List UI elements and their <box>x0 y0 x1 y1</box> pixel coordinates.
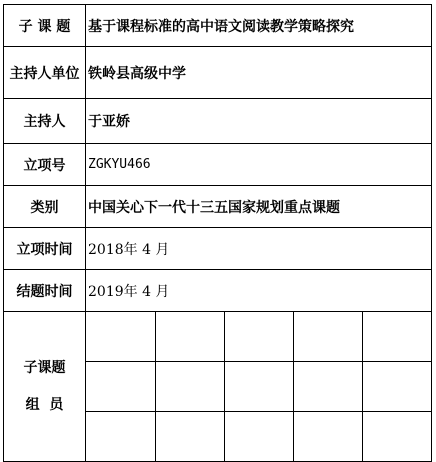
member-slot <box>155 362 224 412</box>
value-host: 于亚娇 <box>86 99 432 144</box>
value-approval-date: 2018年 4 月 <box>86 228 432 270</box>
label-members-line1: 子课题 <box>23 360 66 377</box>
label-members <box>4 312 86 462</box>
members-grid-row <box>86 362 431 412</box>
member-slot <box>224 412 293 462</box>
members-grid <box>86 312 431 461</box>
label-host-unit: 主持人单位 <box>4 47 86 99</box>
value-completion-date: 2019年 4 月 <box>86 270 432 312</box>
members-grid-row <box>86 312 431 362</box>
member-slot <box>362 412 431 462</box>
member-slot <box>224 312 293 362</box>
row-members <box>4 312 432 462</box>
row-approval-date <box>4 228 432 270</box>
member-slot <box>293 312 362 362</box>
member-slot <box>86 412 155 462</box>
members-grid-row <box>86 412 431 462</box>
value-category: 中国关心下一代十三五国家规划重点课题 <box>86 186 432 228</box>
members-grid-cell <box>86 312 432 462</box>
label-approval-date: 立项时间 <box>4 228 86 270</box>
row-project-number <box>4 144 432 186</box>
label-project-number: 立项号 <box>4 144 86 186</box>
value-subproject: 基于课程标准的高中语文阅读教学策略探究 <box>86 5 432 47</box>
row-category <box>4 186 432 228</box>
member-slot <box>362 362 431 412</box>
member-slot <box>86 362 155 412</box>
row-subproject <box>4 5 432 47</box>
member-slot <box>86 312 155 362</box>
value-project-number: ZGKYU466 <box>86 144 432 186</box>
member-slot <box>155 312 224 362</box>
label-subproject: 子 课 题 <box>4 5 86 47</box>
label-category: 类别 <box>4 186 86 228</box>
member-slot <box>293 362 362 412</box>
member-slot <box>362 312 431 362</box>
label-host: 主持人 <box>4 99 86 144</box>
member-slot <box>224 362 293 412</box>
row-host <box>4 99 432 144</box>
value-host-unit: 铁岭县高级中学 <box>86 47 432 99</box>
row-host-unit <box>4 47 432 99</box>
row-completion-date <box>4 270 432 312</box>
member-slot <box>155 412 224 462</box>
member-slot <box>293 412 362 462</box>
label-members-line2: 组 员 <box>25 396 64 413</box>
label-completion-date: 结题时间 <box>4 270 86 312</box>
project-info-table <box>3 4 432 462</box>
